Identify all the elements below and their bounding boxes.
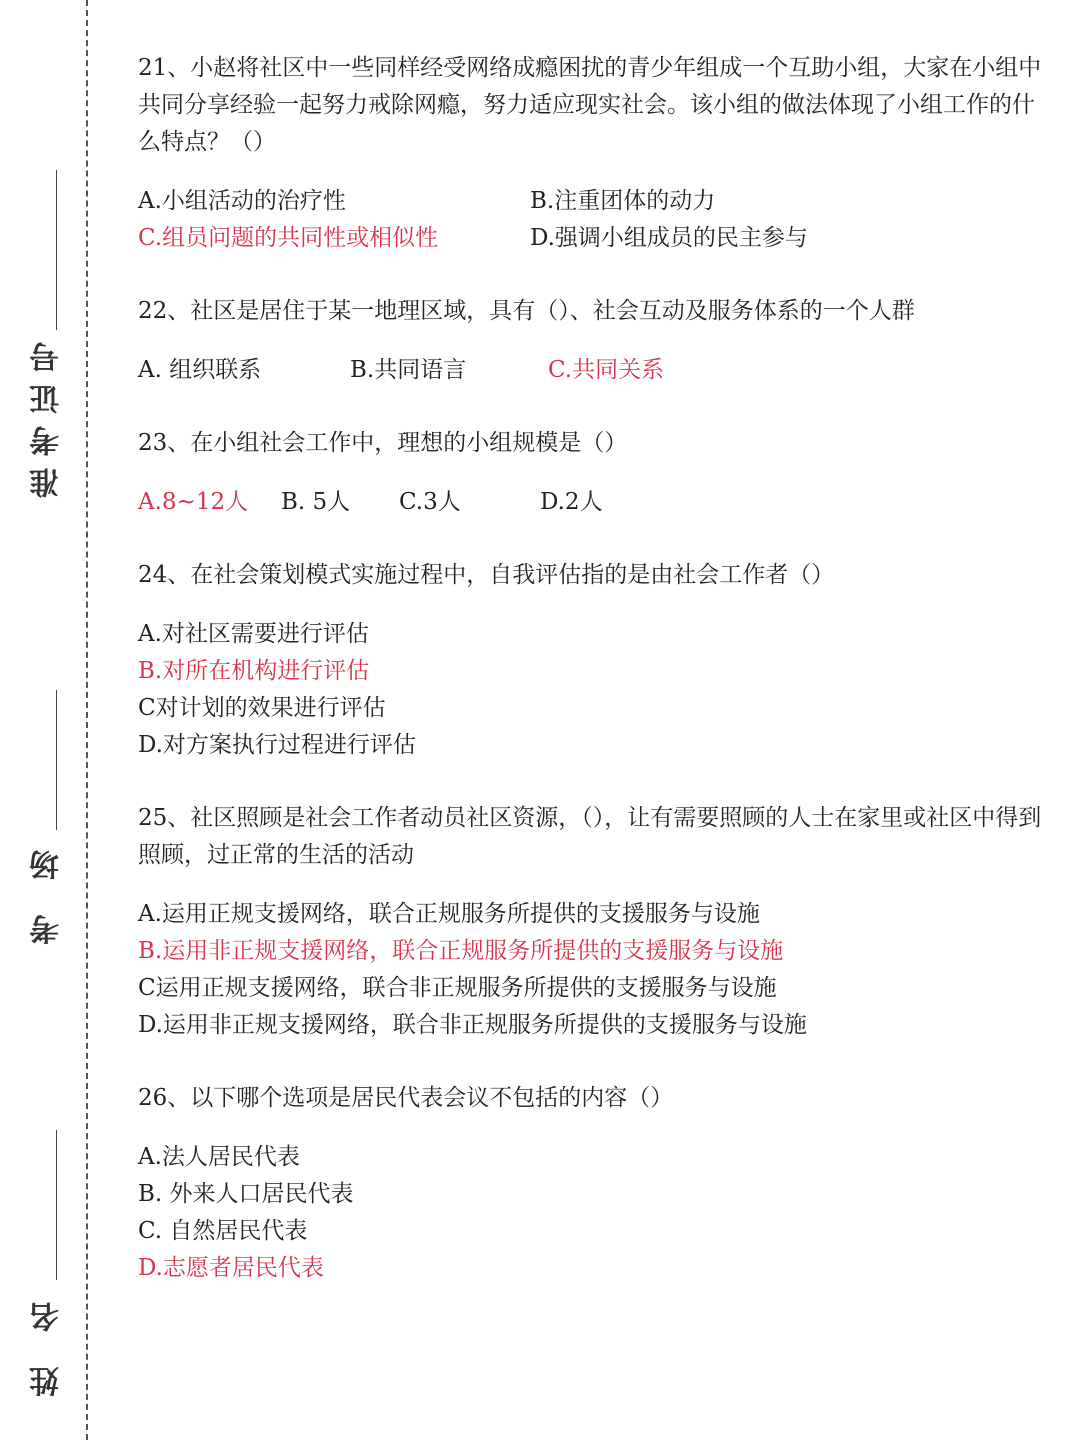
option-a: A. 组织联系: [138, 357, 262, 383]
options: [138, 616, 1048, 764]
answer-sheet-margin: [0, 0, 100, 1440]
exam-id-label: 准考证号: [30, 330, 65, 498]
exam-room-underline: [56, 690, 57, 830]
option-c: C. 自然居民代表: [138, 1218, 308, 1244]
option-b: B. 外来人口居民代表: [138, 1181, 354, 1207]
question-text: 21、小赵将社区中一些同样经受网络成瘾困扰的青少年组成一个互助小组，大家在小组中共同分享经验一起努力戒除网瘾，努力适应现实社会。该小组的做法体现了小组工作的什么特点？（）: [138, 55, 1042, 155]
question-23: [138, 425, 1048, 521]
option-a: A.对社区需要进行评估: [138, 621, 369, 647]
option-a: A.法人居民代表: [138, 1144, 300, 1170]
option-b: B. 5人: [281, 489, 351, 515]
question-list: [138, 50, 1048, 1323]
exam-id-underline: [56, 170, 57, 330]
option-d: D.强调小组成员的民主参与: [530, 225, 808, 251]
question-21: [138, 50, 1048, 257]
option-c-correct: C.组员问题的共同性或相似性: [138, 225, 439, 251]
option-a-correct: A.8~12人: [138, 489, 249, 515]
option-a: A.小组活动的治疗性: [138, 188, 346, 214]
name-label: 姓 名: [30, 1290, 65, 1397]
question-22: [138, 293, 1048, 389]
question-text: 24、在社会策划模式实施过程中，自我评估指的是由社会工作者（）: [138, 562, 835, 588]
question-text: 23、在小组社会工作中，理想的小组规模是（）: [138, 430, 628, 456]
option-a: A.运用正规支援网络，联合正规服务所提供的支援服务与设施: [138, 901, 760, 927]
option-b-correct: B.运用非正规支援网络，联合正规服务所提供的支援服务与设施: [138, 938, 784, 964]
question-text: 26、以下哪个选项是居民代表会议不包括的内容（）: [138, 1085, 674, 1111]
options: [138, 1139, 1048, 1287]
option-b-correct: B.对所在机构进行评估: [138, 658, 370, 684]
question-26: [138, 1080, 1048, 1287]
option-d: D.2人: [540, 489, 603, 515]
option-d: D.对方案执行过程进行评估: [138, 732, 416, 758]
option-c: C.3人: [399, 489, 461, 515]
question-text: 22、社区是居住于某一地理区域，具有（）、社会互动及服务体系的一个人群: [138, 298, 915, 324]
option-c: C对计划的效果进行评估: [138, 695, 386, 721]
options: [138, 183, 1048, 257]
options: [138, 484, 1048, 521]
cut-line: [86, 0, 88, 1440]
option-c-correct: C.共同关系: [548, 357, 665, 383]
option-b: B.注重团体的动力: [530, 188, 716, 214]
exam-room-label: 考 场: [30, 838, 65, 945]
option-d-correct: D.志愿者居民代表: [138, 1255, 324, 1281]
question-24: [138, 557, 1048, 764]
name-underline: [56, 1130, 57, 1280]
options: [138, 896, 1048, 1044]
question-25: [138, 800, 1048, 1044]
option-d: D.运用非正规支援网络，联合非正规服务所提供的支援服务与设施: [138, 1012, 807, 1038]
option-b: B.共同语言: [350, 357, 467, 383]
question-text: 25、社区照顾是社会工作者动员社区资源，（），让有需要照顾的人士在家里或社区中得到照顾，过正常的生活的活动: [138, 805, 1042, 868]
options: [138, 352, 1048, 389]
option-c: C运用正规支援网络，联合非正规服务所提供的支援服务与设施: [138, 975, 777, 1001]
